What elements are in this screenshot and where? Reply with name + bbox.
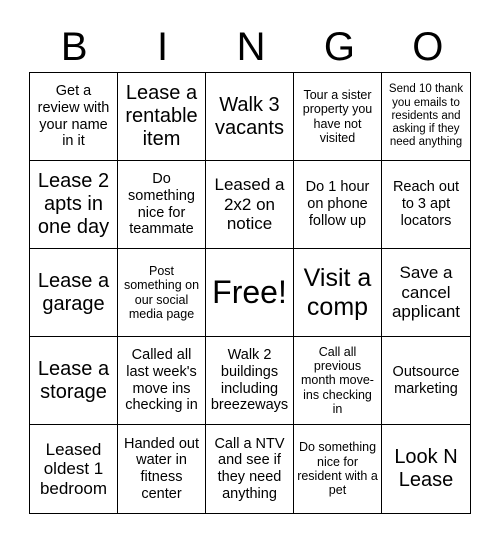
bingo-cell-r4-c4[interactable] — [294, 337, 382, 425]
bingo-cell-r1-c2[interactable] — [118, 73, 206, 161]
bingo-cell-r4-c3[interactable] — [206, 337, 294, 425]
bingo-cell-text: Do something nice for resident with a pet — [297, 440, 378, 498]
bingo-cell-r1-c5[interactable] — [382, 73, 470, 161]
bingo-cell-text: Tour a sister property you have not visited — [302, 87, 373, 145]
bingo-cell-free[interactable] — [206, 249, 294, 337]
bingo-cell-r2-c1[interactable] — [30, 161, 118, 249]
bingo-cell-r5-c5[interactable] — [382, 425, 470, 513]
bingo-cell-r2-c5[interactable] — [382, 161, 470, 249]
bingo-cell-r1-c1[interactable] — [30, 73, 118, 161]
bingo-cell-r5-c3[interactable] — [206, 425, 294, 513]
bingo-cell-text: Handed out water in fitness center — [124, 435, 199, 502]
bingo-header — [30, 22, 472, 72]
header-letter-n: N — [236, 25, 266, 69]
header-letter-b: B — [60, 25, 88, 69]
bingo-cell-r3-c4[interactable] — [294, 249, 382, 337]
bingo-cell-text: Do something nice for teammate — [128, 171, 195, 238]
bingo-cell-r5-c4[interactable] — [294, 425, 382, 513]
bingo-cell-r5-c2[interactable] — [118, 425, 206, 513]
bingo-cell-text: Walk 2 buildings including breezeways — [210, 347, 289, 414]
bingo-cell-text: Lease a storage — [37, 357, 110, 403]
bingo-cell-text: Free! — [212, 274, 287, 311]
bingo-cell-text: Lease 2 apts in one day — [37, 170, 110, 238]
bingo-cell-text: Save a cancel applicant — [391, 263, 461, 322]
bingo-cell-text: Leased oldest 1 bedroom — [39, 439, 108, 498]
bingo-cell-text: Send 10 thank you emails to residents and asking if they need anything — [388, 83, 464, 149]
bingo-cell-text: Do 1 hour on phone follow up — [305, 179, 370, 229]
bingo-cell-r2-c3[interactable] — [206, 161, 294, 249]
bingo-cell-r3-c2[interactable] — [118, 249, 206, 337]
bingo-cell-text: Call a NTV and see if they need anything — [214, 435, 285, 502]
bingo-cell-r2-c2[interactable] — [118, 161, 206, 249]
bingo-cell-r3-c1[interactable] — [30, 249, 118, 337]
bingo-cell-r1-c4[interactable] — [294, 73, 382, 161]
bingo-cell-text: Lease a garage — [37, 269, 110, 315]
bingo-cell-text: Called all last week's move ins checking in — [125, 347, 198, 414]
bingo-cell-text: Look N Lease — [394, 446, 458, 491]
bingo-cell-r5-c1[interactable] — [30, 425, 118, 513]
bingo-cell-r4-c2[interactable] — [118, 337, 206, 425]
header-letter-o: O — [412, 25, 444, 69]
bingo-cell-text: Call all previous month move-ins checking in — [301, 344, 374, 417]
bingo-cell-text: Visit a comp — [303, 263, 372, 321]
header-letter-g: G — [323, 25, 355, 69]
bingo-cell-text: Lease a rentable item — [125, 82, 198, 150]
bingo-cell-r2-c4[interactable] — [294, 161, 382, 249]
bingo-cell-r4-c5[interactable] — [382, 337, 470, 425]
bingo-cell-r4-c1[interactable] — [30, 337, 118, 425]
bingo-cell-text: Outsource marketing — [392, 363, 460, 397]
bingo-card-grid — [29, 72, 471, 514]
bingo-cell-r1-c3[interactable] — [206, 73, 294, 161]
bingo-cell-text: Walk 3 vacants — [215, 93, 284, 139]
bingo-cell-text: Get a review with your name in it — [37, 83, 110, 150]
header-letter-i: I — [157, 25, 169, 69]
bingo-cell-text: Reach out to 3 apt locators — [392, 179, 460, 229]
bingo-cell-text: Post something on our social media page — [123, 263, 200, 321]
bingo-cell-r3-c5[interactable] — [382, 249, 470, 337]
bingo-cell-text: Leased a 2x2 on notice — [214, 175, 285, 234]
